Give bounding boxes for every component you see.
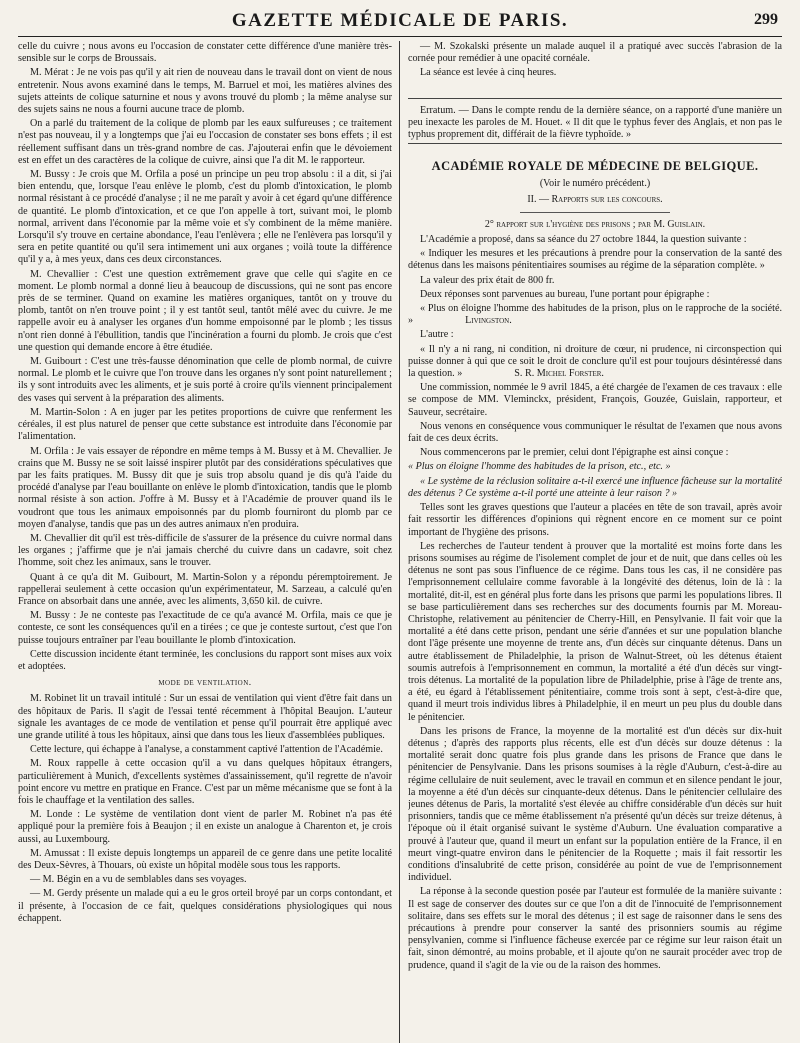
paragraph: On a parlé du traitement de la colique de plomb par les eaux sulfureuses ; ce traitement n'est pas nouveau, il y a longtemps que j'ai eu l'occasion de constater ses bons effets ; il est réellement suffisant dans un très-grand nombre de cas. J'ajouterai enfin que le dévoiement est en effet un des caractères de la colique de cuivre, ainsi que l'a dit M. le rapporteur. <box>18 118 392 166</box>
paragraph: M. Bussy : Je ne conteste pas l'exactitude de ce qu'a avancé M. Orfila, mais ce que je conteste, ce sont les conséquences qu'il en a tirées ; ce que je conteste surtout, c'est que l'on puisse toujours entraîner par l'eau bouillante le plomb d'intoxication. <box>18 610 392 646</box>
paragraph: L'Académie a proposé, dans sa séance du 27 octobre 1844, la question suivante : <box>420 234 747 246</box>
paragraph: Les recherches de l'auteur tendent à prouver que la mortalité est moins forte dans les prisons soumises au régime de l'isolement complet de jour et de nuit, que dans celles où les détenus ne sont pas sous l'influence de ce régime. Dans tous les cas, il ne considère pas l'emprisonnement cellulaire comme favorable à la longévité des détenus, loin de là : la mortalité, dit-il, est en général plus forte dans les prisons que parmi les populations libres. Il se base particulièrement dans ses recherches sur des documents fournis par M. Moreau-Christophe, relativement au pénitencier de Cherry-Hill, en Pensylvanie. Il fait voir que la mortalité a été dans cette prison, pendant une série d'années et sur une population blanche dont l'âge présente une moyenne de trente ans, d'un décès sur cinquante détenus. Dans un autre établissement de Philadelphie, la prison de Walnut-Street, où les détenus étaient soumis autrefois à l'emprisonnement en commun, la mortalité a été d'un décès sur vingt-trois détenus. La mortalité de la population libre de Philadelphie, prise à l'âge de trente ans, a été, eu égard à l'établissement pénitentiaire, comme trois sont à sept, c'est-à-dire que, quand il meurt trois individus libres à Philadelphie, il en meurt un peu plus du double dans le pénitencier. <box>408 540 782 723</box>
paragraph: M. Robinet lit un travail intitulé : Sur un essai de ventilation qui vient d'être fait dans un des hôpitaux de Paris. Il s'agit de l'essai tenté récemment à l'hôpital Beaujon. L'auteur signale les avantages de ce mode de ventilation et pense qu'il pourrait être appliqué avec une grande utilité à tous les hôpitaux, ainsi que dans tous les lieux d'assemblées publiques. <box>18 693 392 741</box>
paragraph: Cette discussion incidente étant terminée, les conclusions du rapport sont mises aux voix et adoptées. <box>18 648 392 672</box>
paragraph: — M. Gerdy présente un malade qui a eu le gros orteil broyé par un corps contondant, et il présente, à l'occasion de ce fait, quelques considérations physiologiques qui nous échappent. <box>18 888 392 924</box>
paragraph: Une commission, nommée le 9 avril 1845, a été chargée de l'examen de ces travaux : elle se compose de MM. Vleminckx, président, François, Gouzée, Guislain, rapporteur, et Sauveur, secrétaire. <box>408 382 782 418</box>
divider <box>408 98 782 99</box>
paragraph: M. Londe : Le système de ventilation dont vient de parler M. Robinet n'a pas été appliqué pour la première fois à Beaujon ; il en existe un analogue à Charenton et, je crois aussi, au Luxembourg. <box>18 809 392 845</box>
paragraph: M. Chevallier : C'est une question extrêmement grave que celle qui s'agite en ce moment. Le plomb normal a donné lieu à beaucoup de discussions, qui ne sont pas encore près de se terminer. Quand on examine les matières organiques, tantôt on y trouve du plomb, tantôt on n'en trouve point ; il y est tantôt seul, tantôt mêlé avec du cuivre. Je me rappelle avoir eu à analyser les organes d'un homme empoisonné par le plomb ; les tissus n'ont rien donné à l'ébullition, tandis que l'incinération a fourni du plomb. Je crois que c'est une question qui demande encore à être étudiée. <box>18 268 392 353</box>
divider <box>408 143 782 144</box>
academy-heading: ACADÉMIE ROYALE DE MÉDECINE DE BELGIQUE. <box>431 159 759 174</box>
paragraph: Cette lecture, qui échappe à l'analyse, a constamment captivé l'attention de l'Académie. <box>30 744 383 756</box>
epigraph-author: Livingston. <box>465 315 512 327</box>
paragraph: La réponse à la seconde question posée par l'auteur est formulée de la manière suivante : Il est sage de conserver des doutes sur ce que l'on a dit de l'innocuité de l'emprisonnement solitaire, dans ses effets sur le moral des détenus ; il est sage de raisonner dans le sens des précautions à prendre pour conserver la santé des prisonniers soumis au régime pensylvanien, comme si l'influence fâcheuse exercée par ce régime sur leur raison était un fait, sinon démontré, au moins probable, et il ajoute qu'on ne saurait procéder avec trop de prudence, quand il s'agit de la vie ou de la raison des hommes. <box>408 886 782 971</box>
paragraph: M. Guibourt : C'est une très-fausse dénomination que celle de plomb normal, de cuivre normal. Le plomb et le cuivre que l'on trouve dans les organes n'y sont point naturellement ; ils y sont introduits avec les aliments, et je suis porté à croire qu'ils viennent principalement des vases qui servent à la préparation des aliments. <box>18 356 392 404</box>
paragraph: Deux réponses sont parvenues au bureau, l'une portant pour épigraphe : <box>420 288 710 300</box>
page-number: 299 <box>754 11 778 28</box>
epigraph <box>408 344 782 381</box>
part-heading: II. — Rapports sur les concours. <box>527 193 663 205</box>
paragraph: « Indiquer les mesures et les précautions à prendre pour la conservation de la santé des détenus dans les maisons pénitentiaires soumises au régime de la séparation complète. » <box>408 248 782 272</box>
paragraph: M. Roux rappelle à cette occasion qu'il a vu dans quelques hôpitaux étrangers, particulièrement à Munich, d'excellents systèmes d'assainissement, qu'il regrette de n'avoir point encore vu mettre en pratique en France. C'est par un même mécanisme que se font à la fois le chauffage et la ventilation des salles. <box>18 758 392 806</box>
see-previous-note: (Voir le numéro précédent.) <box>539 178 651 190</box>
epigraph-author: S. R. Michel Forster. <box>514 368 604 380</box>
paragraph: — M. Szokalski présente un malade auquel il a pratiqué avec succès l'abrasion de la cornée pour remédier à une opacité cornéale. <box>408 41 782 65</box>
left-column <box>18 41 392 1043</box>
paragraph: M. Amussat : Il existe depuis longtemps un appareil de ce genre dans une petite localité des Deux-Sèvres, à Thouars, où existe un hôpital modèle sous tous les rapports. <box>18 847 392 871</box>
paragraph: celle du cuivre ; nous avons eu l'occasion de constater cette différence d'une manière très-sensible sur le corps de Broussais. <box>18 41 392 65</box>
paragraph: La valeur des prix était de 800 fr. <box>420 274 555 286</box>
paragraph: La séance est levée à cinq heures. <box>420 67 557 79</box>
paragraph: Dans les prisons de France, la moyenne de la mortalité est d'un décès sur dix-huit détenus ; d'après des rapports plus récents, elle est d'un décès sur douze détenus : la mortalité serait donc quatre fois plus grande dans les prisons de France que dans le pénitencier de Pensylvanie. Dans les prisons soumises à la règle d'Auburn, c'est-à-dire au régime cellulaire de nuit seulement, avec le travail en commun et en silence pendant le jour, la moyenne a été d'un décès sur cinquante-deux détenus. Dans le pénitencier cellulaire des jeunes détenus de Paris, la mortalité s'est élevée au chiffre considérable d'un décès sur huit prisonniers, tandis que ce même établissement n'a présenté qu'un décès sur treize détenus, à l'époque où il était organisé suivant le système d'Auburn. Une évaluation comparative a prouvé à l'auteur que, quand il meurt un enfant sur la population entière de la France, il en meurt vingt-quatre environ dans le pénitencier de la Roquette ; mais il fait ressortir les conditions d'insalubrité de cette prison, considérée au point de vue de l'emprisonnement individuel. <box>408 725 782 884</box>
right-column <box>408 41 782 1043</box>
paragraph: L'autre : <box>420 329 454 341</box>
section-heading: mode de ventilation. <box>158 678 252 689</box>
column-divider <box>399 41 400 1043</box>
quoted-epigraph: « Plus on éloigne l'homme des habitudes de la prison, etc., etc. » <box>408 461 671 473</box>
paragraph: M. Orfila : Je vais essayer de répondre en même temps à M. Bussy et à M. Chevallier. Je crains que M. Bussy ne se soit laissé inspirer plutôt par des considérations spéculatives que par les faits pratiques. M. Bussy dit que je suis trop absolu quand je dis qu'à l'aide du procédé d'analyse par l'eau bouillante on enlève le plomb d'intoxication, tandis que le plomb normal résiste à son action. J'offre à M. Bussy et à l'Académie de prouver quand ils le voudront que tous les animaux empoisonnés par du plomb fourniront du plomb par ce moyen d'analyse, tandis que pas un des autres animaux n'en produira. <box>18 445 392 530</box>
paragraph: M. Mérat : Je ne vois pas qu'il y ait rien de nouveau dans le travail dont on vient de nous entretenir. Nous avons examiné dans le temps, M. Barruel et moi, les matières alvines des sujets atteints de colique saturnine et nous y avons trouvé du plomb ; la même analyse sur des sujets sains ne nous a fourni aucune trace de plomb. <box>18 67 392 116</box>
paragraph: Telles sont les graves questions que l'auteur a placées en tête de son travail, après avoir fait ressortir les différences d'opinions qui règnent encore en ce moment sur ce point important de l'hygiène des prisons. <box>408 502 782 538</box>
paragraph: Nous commencerons par le premier, celui dont l'épigraphe est ainsi conçue : <box>420 447 729 459</box>
divider <box>520 212 670 213</box>
epigraph-text: « Plus on éloigne l'homme des habitudes de la prison, plus on le rapproche de la société. » <box>408 303 782 327</box>
paragraph: Quant à ce qu'a dit M. Guibourt, M. Martin-Solon y a répondu péremptoirement. Je rappellerai seulement à cette occasion qu'un expérimentateur, M. Sarzeau, a calculé qu'en France on absorbait dans une année, avec les aliments, 3,650 kil. de cuivre. <box>18 571 392 607</box>
paragraph: M. Martin-Solon : A en juger par les petites proportions de cuivre que renferment les céréales, il est plus naturel de penser que cette substance est introduite dans l'économie par l'alimentation. <box>18 406 392 443</box>
epigraph-text: « Il n'y a ni rang, ni condition, ni droiture de cœur, ni prudence, ni circonspection qui puisse donner à qui que ce soit le droit de conclure qu'il est pour toujours désintéressé dans la question. » <box>408 343 782 380</box>
paragraph: Nous venons en conséquence vous communiquer le résultat de l'examen que nous avons fait de ces deux écrits. <box>408 420 782 445</box>
quoted-question: « Le système de la réclusion solitaire a-t-il exercé une influence fâcheuse sur la mortalité des détenus ? Ce système a-t-il porté une atteinte à leur raison ? » <box>408 475 782 499</box>
report-title: 2° rapport sur l'hygiène des prisons ; par M. Guislain. <box>484 218 706 230</box>
paragraph: M. Chevallier dit qu'il est très-difficile de s'assurer de la présence du cuivre normal dans les organes ; j'affirme que je n'ai jamais cherché du cuivre dans un cadavre, soit chez l'homme, soit chez les animaux, sans le trouver. <box>18 532 392 569</box>
journal-title: GAZETTE MÉDICALE DE PARIS. <box>231 10 569 31</box>
epigraph <box>408 303 782 327</box>
paragraph: M. Bussy : Je crois que M. Orfila a posé un principe un peu trop absolu : il a dit, si j'ai bien entendu, que, lorsque l'eau enlève le plomb, c'est du plomb d'intoxication, le plomb normal résistant à ce procédé d'analyse ; il ne me paraît y avoir à cet égard qu'une différence de quantité. Le plomb d'intoxication, et ce que l'on appelle à tort, suivant moi, le plomb normal, arrivent dans l'économie par la même voie et s'y combinent de la même manière. Lorsqu'il s'y trouve en certaine abondance, l'eau l'enlèvera ; elle ne l'enlèvera pas lorsqu'il y sera en petite quantité ou qu'il sera intimement uni aux organes ; voilà toute la différence qu'il y a, à mes yeux, dans ces deux circonstances. <box>18 169 392 266</box>
erratum: Erratum. — Dans le compte rendu de la dernière séance, on a rapporté d'une manière un peu inexacte les paroles de M. Houet. « Il dit que le typhus fever des Anglais, et non pas le typhus proprement dit, différait de la fièvre typhoïde. » <box>408 104 782 141</box>
page-header <box>18 6 782 37</box>
paragraph: — M. Bégin en a vu de semblables dans ses voyages. <box>30 874 247 886</box>
article-columns <box>18 41 782 1043</box>
